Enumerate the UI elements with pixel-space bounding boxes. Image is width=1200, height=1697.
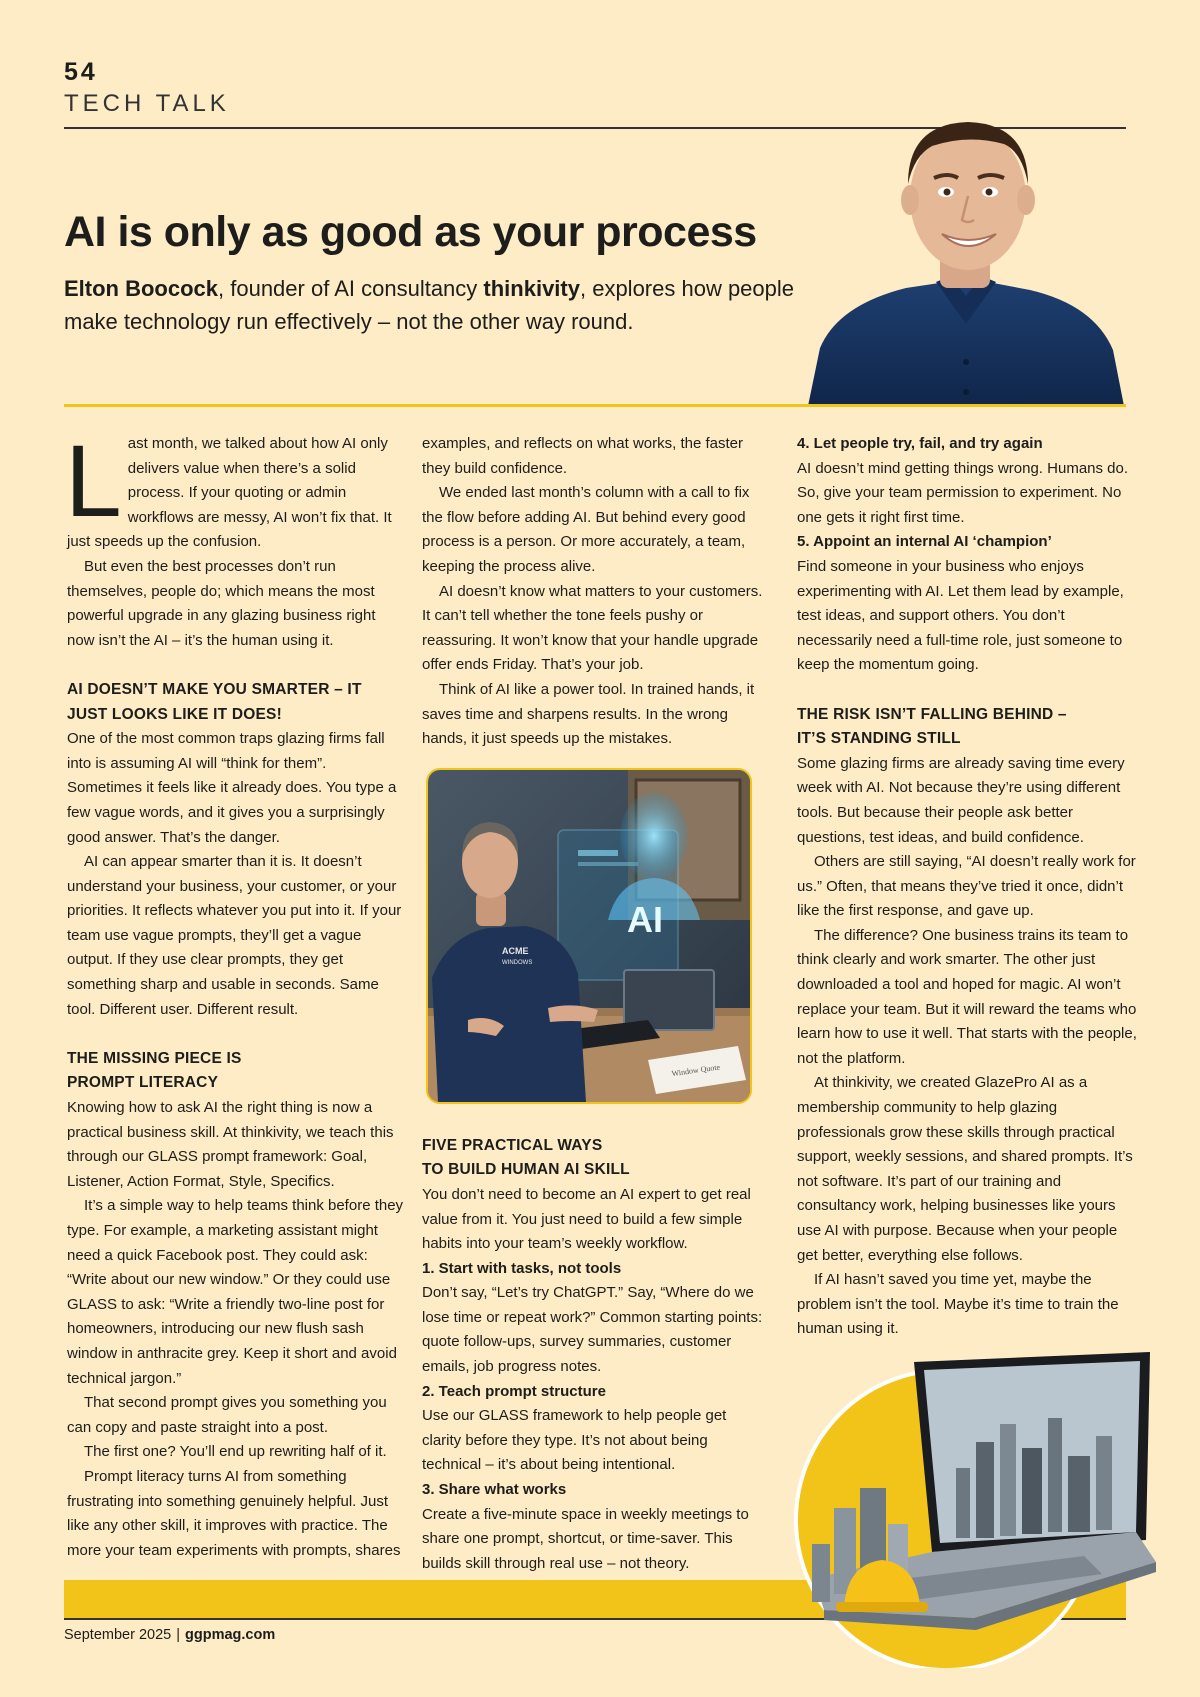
author-name: Elton Boocock bbox=[64, 276, 219, 301]
paragraph: If AI hasn’t saved you time yet, maybe the problem isn’t the tool. Maybe it’s time to train the human using it. bbox=[797, 1271, 1119, 1338]
paragraph: AI doesn’t know what matters to your customers. It can’t tell whether the tone feels pushy or reassuring. It won’t know that your handle upgrade offer ends Friday. That’s your job. bbox=[422, 582, 763, 674]
tip-heading: 2. Teach prompt structure bbox=[422, 1382, 606, 1400]
heading-line-2: IT’S STANDING STILL bbox=[797, 730, 961, 748]
hologram-label: AI bbox=[627, 898, 663, 940]
paragraph: But even the best processes don’t run themselves, people do; which means the most powerful upgrade in any glazing business right now isn’t the AI – it’s the human using it. bbox=[67, 557, 376, 649]
tip-heading: 4. Let people try, fail, and try again bbox=[797, 435, 1043, 452]
paragraph: One of the most common traps glazing firms fall into is assuming AI will “think for them”. Sometimes it feels like it already does. You type a few vague words, and it gives you a surprisingly good answer. That’s the danger. bbox=[67, 730, 397, 846]
heading-line-2: PROMPT LITERACY bbox=[67, 1074, 219, 1092]
page-number: 54 bbox=[64, 58, 98, 86]
drop-cap: L bbox=[65, 424, 122, 538]
heading-line-1: THE MISSING PIECE IS bbox=[67, 1049, 242, 1067]
section-title: TECH TALK bbox=[64, 90, 230, 117]
paragraph: The first one? You’ll end up rewriting half of it. bbox=[84, 1443, 387, 1461]
paragraph: Knowing how to ask AI the right thing is now a practical business skill. At thinkivity, we teach this through our GLASS prompt framework: Goal, Listener, Action Format, Style, Specifics. bbox=[67, 1099, 394, 1190]
issue-date: September 2025 bbox=[64, 1627, 172, 1643]
paragraph: AI can appear smarter than it is. It doesn’t understand your business, your customer, or your priorities. It reflects whatever you put into it. If your team use vague prompts, they’ll get a vague output. If they use clear prompts, they get something sharp and usable in seconds. Same tool. Different user. Different result. bbox=[67, 853, 402, 1018]
heading-line-1: AI DOESN’T MAKE YOU SMARTER – IT bbox=[67, 680, 362, 698]
paragraph: We ended last month’s column with a call to fix the flow before adding AI. But behind every good process is a person. Or more accurately, a team, keeping the process alive. bbox=[422, 484, 750, 575]
shirt-logo-line-1: ACME bbox=[502, 945, 529, 956]
paragraph: Use our GLASS framework to help people get clarity before they type. It’s not about being technical – it’s about being intentional. bbox=[422, 1407, 727, 1474]
section-heading bbox=[67, 678, 405, 727]
laptop-city-graphic bbox=[784, 1348, 1162, 1668]
article-column-2 bbox=[422, 432, 766, 1576]
paragraph: Create a five-minute space in weekly meetings to share one prompt, shortcut, or time-saver. This builds skill through real use – not theory. bbox=[422, 1505, 749, 1572]
paragraph: Some glazing firms are already saving time every week with AI. Not because they’re using different tools. But because their people ask better questions, test ideas, and build confidence. bbox=[797, 754, 1125, 846]
standfirst-text-end: , explores how people make technology run effectively – not the other way round. bbox=[64, 276, 795, 334]
paragraph: AI doesn’t mind getting things wrong. Humans do. So, give your team permission to experiment. No one gets it right first time. bbox=[797, 459, 1129, 526]
heading-line-1: THE RISK ISN’T FALLING BEHIND – bbox=[797, 705, 1067, 723]
author-portrait bbox=[808, 100, 1124, 406]
tip-heading: 5. Appoint an internal AI ‘champion’ bbox=[797, 533, 1052, 551]
paragraph: Find someone in your business who enjoys experimenting with AI. Let them lead by example, test ideas, and support others. You don’t necessarily need a full-time role, just someone to keep the momentum going. bbox=[797, 557, 1124, 674]
heading-line-1: FIVE PRACTICAL WAYS bbox=[422, 1136, 603, 1154]
standfirst-text: , founder of AI consultancy bbox=[218, 276, 484, 301]
heading-line-2: JUST LOOKS LIKE IT DOES! bbox=[67, 705, 282, 723]
shirt-logo-line-2: WINDOWS bbox=[502, 959, 533, 966]
ai-office-illustration bbox=[428, 770, 750, 1102]
paragraph: It’s a simple way to help teams think before they type. For example, a marketing assistant might need a quick Facebook post. They could ask: “Write about our new window.” Or they could use GLASS to ask: “Write a friendly two-line post for homeowners, introducing our new flush sash window in anthracite grey. Keep it short and avoid technical jargon.” bbox=[67, 1197, 404, 1387]
paragraph: That second prompt gives you something you can copy and paste straight into a post. bbox=[67, 1394, 387, 1436]
website-link[interactable]: ggpmag.com bbox=[185, 1627, 276, 1643]
paper-label: Window Quote bbox=[671, 1062, 721, 1078]
article-column-3 bbox=[797, 432, 1137, 1342]
tip-heading: 3. Share what works bbox=[422, 1481, 567, 1499]
paragraph: You don’t need to become an AI expert to get real value from it. You just need to build a few simple habits into your team’s weekly workflow. bbox=[422, 1185, 751, 1253]
company-name: thinkivity bbox=[483, 276, 580, 301]
paragraph: Others are still saying, “AI doesn’t really work for us.” Often, that means they’ve tried it once, didn’t like the first response, and gave up. bbox=[797, 853, 1136, 920]
paragraph: The difference? One business trains its team to think clearly and work smarter. The other just downloaded a tool and hoped for magic. AI won’t replace your team. But it will reward the teams who learn how to use it well. That starts with the people, not the platform. bbox=[797, 926, 1137, 1067]
paragraph: examples, and reflects on what works, the faster they build confidence. bbox=[422, 435, 743, 477]
section-heading bbox=[67, 1047, 405, 1096]
paragraph: Prompt literacy turns AI from something frustrating into something genuinely helpful. Just like any other skill, it improves with practice. The more your team experiments with prompts, shares bbox=[67, 1467, 401, 1559]
article-photo bbox=[426, 768, 752, 1104]
tip-heading: 1. Start with tasks, not tools bbox=[422, 1259, 622, 1277]
footer-separator: | bbox=[176, 1627, 180, 1643]
intro-paragraph bbox=[65, 424, 405, 555]
section-heading bbox=[422, 1134, 766, 1183]
paragraph: At thinkivity, we created GlazePro AI as a membership community to help glazing professionals grow these skills through practical support, weekly sessions, and shared prompts. It’s not software. It’s part of our training and consultancy work, helping businesses like yours use AI with purpose. Because when your people get better, everything else follows. bbox=[797, 1074, 1133, 1264]
standfirst bbox=[64, 272, 824, 338]
article-title: AI is only as good as your process bbox=[64, 208, 757, 256]
paragraph: Don’t say, “Let’s try ChatGPT.” Say, “Where do we lose time or repeat work?” Common starting points: quote follow-ups, survey summaries, customer emails, job progress notes. bbox=[422, 1284, 763, 1376]
header-accent-rule bbox=[64, 404, 1126, 407]
intro-text: ast month, we talked about how AI only delivers value when there’s a solid process. If your quoting or admin workflows are messy, AI won’t fix that. It just speeds up the confusion. bbox=[67, 435, 392, 551]
paragraph: Think of AI like a power tool. In trained hands, it saves time and sharpens results. In the wrong hands, it just speeds up the mistakes. bbox=[422, 680, 755, 748]
article-column-1 bbox=[65, 424, 405, 1563]
heading-line-2: TO BUILD HUMAN AI SKILL bbox=[422, 1161, 630, 1179]
section-heading bbox=[797, 703, 1137, 752]
footer bbox=[64, 1627, 275, 1643]
